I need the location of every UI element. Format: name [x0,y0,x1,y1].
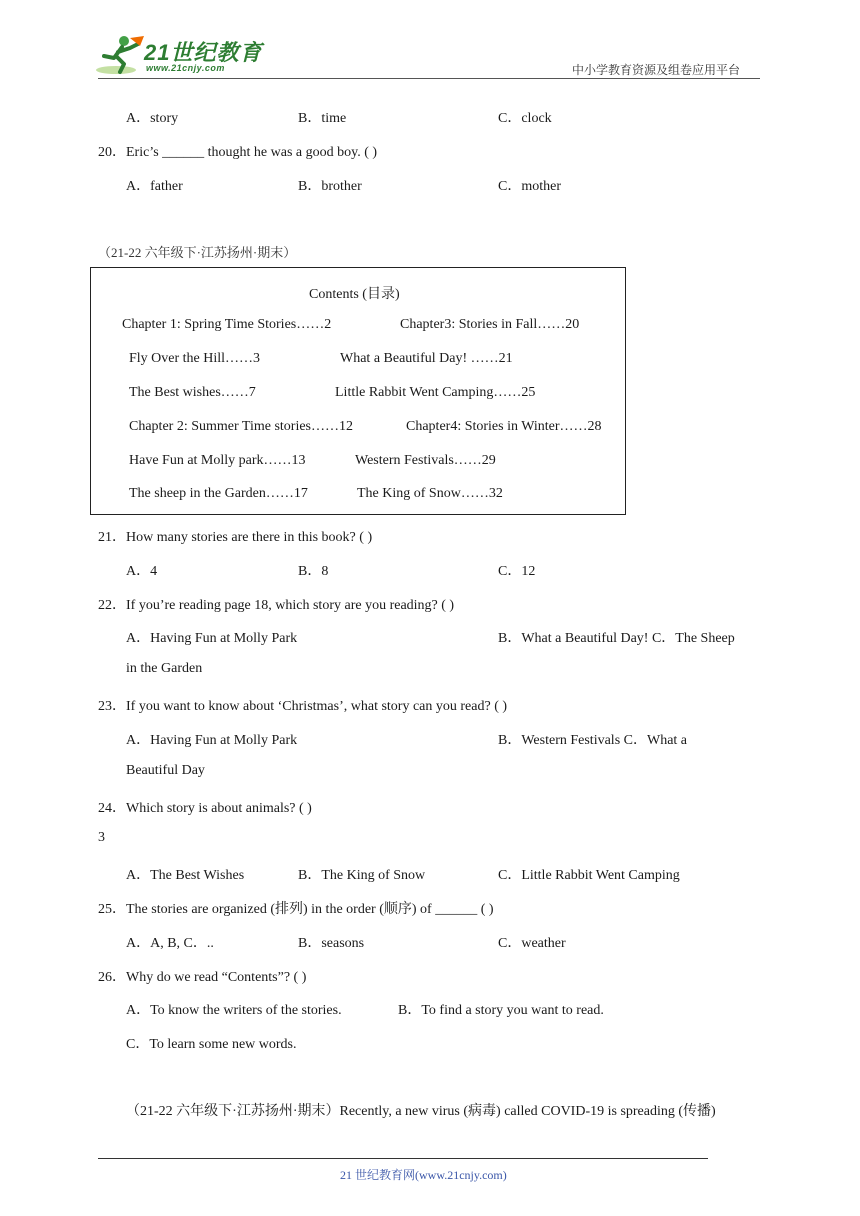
q23-text: 23．If you want to know about ‘Christmas’, what story can you read? ( ) [98,699,508,714]
contents-entry: Little Rabbit Went Camping……25 [335,385,536,400]
q20-option-a: A．father [126,179,183,194]
q25-option-b: B．seasons [298,936,365,951]
q19-option-a: A．story [126,111,179,126]
section2-intro-text: （21-22 六年级下·江苏扬州·期末）Recently, a new virus (病毒) called COVID-19 is spreading (传播) [126,1104,716,1119]
q22-option-continued: in the Garden [126,661,203,676]
contents-entry: Chapter 2: Summer Time stories……12 [129,419,353,434]
q25-option-c: C．weather [498,936,566,951]
q24-option-c: C．Little Rabbit Went Camping [498,868,680,883]
q19-option-b: B．time [298,111,347,126]
contents-entry: What a Beautiful Day! ……21 [340,351,513,366]
header-platform-text: 中小学教育资源及组卷应用平台 [572,63,741,77]
q26-option-a: A．To know the writers of the stories. [126,1003,342,1018]
q21-option-b: B．8 [298,564,329,579]
contents-entry: Western Festivals……29 [355,453,496,468]
contents-entry: The King of Snow……32 [357,486,503,501]
q23-option-continued: Beautiful Day [126,763,205,778]
logo-url: www.21cnjy.com [146,63,225,73]
contents-entry: Chapter 1: Spring Time Stories……2 [122,317,332,332]
q20-text: 20．Eric’s ______ thought he was a good boy. ( ) [98,145,378,160]
contents-entry: Have Fun at Molly park……13 [129,453,306,468]
q25-text: 25．The stories are organized (排列) in the order (顺序) of ______ ( ) [98,902,494,917]
q23-option-bc: B．Western Festivals C．What a [498,733,688,748]
q19-option-c: C．clock [498,111,552,126]
section-source-tag: （21-22 六年级下·江苏扬州·期末） [98,245,297,260]
contents-entry: Chapter3: Stories in Fall……20 [400,317,580,332]
q26-option-c: C．To learn some new words. [126,1037,297,1052]
footer-divider [98,1158,708,1159]
q24-text: 24．Which story is about animals? ( ) [98,801,312,816]
q22-text: 22．If you’re reading page 18, which story are you reading? ( ) [98,598,455,613]
site-logo [94,34,264,78]
logo-text: 21世纪教育 [144,40,263,65]
footer-site-text: 21 世纪教育网(www.21cnjy.com) [340,1168,507,1182]
q22-option-bc: B．What a Beautiful Day! C．The Sheep [498,631,735,646]
runner-logo-icon [94,34,146,78]
q22-option-a: A．Having Fun at Molly Park [126,631,298,646]
q26-option-b: B．To find a story you want to read. [398,1003,604,1018]
contents-entry: Chapter4: Stories in Winter……28 [406,419,602,434]
q20-option-c: C．mother [498,179,561,194]
q25-option-a: A．A, B, C．.. [126,936,214,951]
header-divider [98,78,760,79]
contents-entry: The Best wishes……7 [129,385,256,400]
q24-option-b: B．The King of Snow [298,868,426,883]
contents-entry: Fly Over the Hill……3 [129,351,261,366]
q24-option-a: A．The Best Wishes [126,868,245,883]
q21-option-a: A．4 [126,564,158,579]
contents-entry: The sheep in the Garden……17 [129,486,308,501]
q21-text: 21．How many stories are there in this book? ( ) [98,530,373,545]
q24-stray-number: 3 [98,830,105,845]
q20-option-b: B．brother [298,179,362,194]
q23-option-a: A．Having Fun at Molly Park [126,733,298,748]
contents-title: Contents (目录) [309,287,400,302]
q21-option-c: C．12 [498,564,536,579]
q26-text: 26．Why do we read “Contents”? ( ) [98,970,307,985]
